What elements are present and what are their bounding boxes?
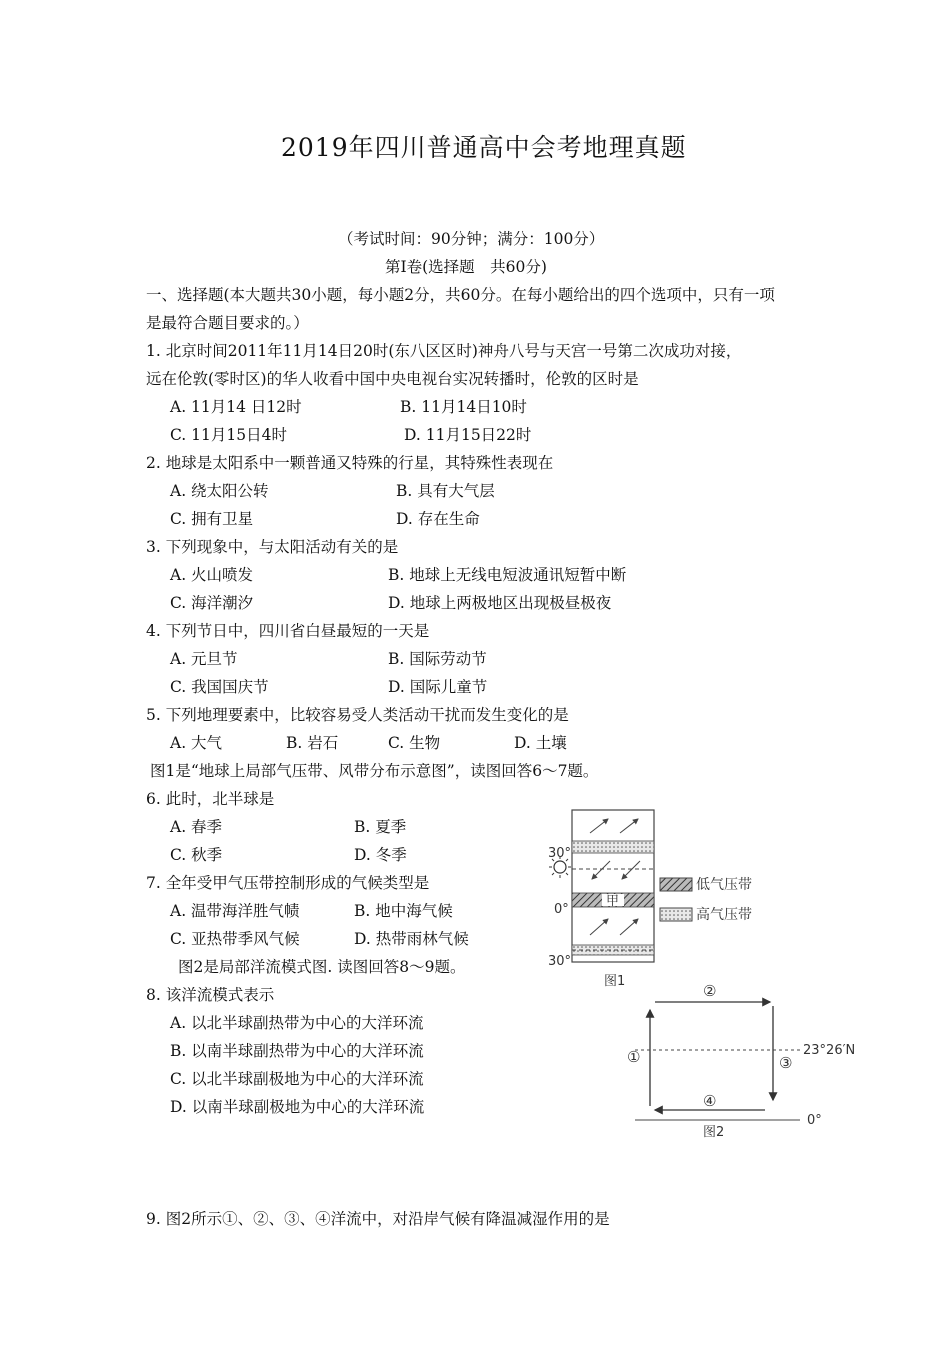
q7-stem: 7. 全年受甲气压带控制形成的气候类型是 <box>146 874 430 892</box>
section-instruction-line2: 是最符合题目要求的。） <box>146 314 309 332</box>
q8-option-d: D. 以南半球副极地为中心的大洋环流 <box>170 1098 425 1116</box>
q1-option-b: B. 11月14日10时 <box>400 398 527 416</box>
q6-stem: 6. 此时，北半球是 <box>146 790 275 808</box>
q6-option-d: D. 冬季 <box>354 846 407 864</box>
figure2-caption: 图2 <box>703 1125 725 1140</box>
q8-option-c: C. 以北半球副极地为中心的大洋环流 <box>170 1070 424 1088</box>
legend-high-swatch <box>660 908 692 921</box>
lat-label-equator: 0° <box>554 902 569 917</box>
q3-option-c: C. 海洋潮汐 <box>170 594 254 612</box>
q5-option-c: C. 生物 <box>388 734 441 752</box>
q7-option-c: C. 亚热带季风气候 <box>170 930 300 948</box>
current-label-2: ② <box>703 982 717 1000</box>
q4-option-a: A. 元旦节 <box>170 650 238 668</box>
q8-option-b: B. 以南半球副热带为中心的大洋环流 <box>170 1042 424 1060</box>
q2-option-c: C. 拥有卫星 <box>170 510 254 528</box>
equator-label: 0° <box>807 1113 822 1128</box>
figure1-intro: 图1是“地球上局部气压带、风带分布示意图”，读图回答6～7题。 <box>150 762 599 780</box>
sun-icon <box>554 861 566 873</box>
current-label-3: ③ <box>779 1054 793 1072</box>
q7-option-d: D. 热带雨林气候 <box>354 930 469 948</box>
legend-high-label: 高气压带 <box>696 907 752 923</box>
q6-option-a: A. 春季 <box>170 818 223 836</box>
page-title: 2019年四川普通高中会考地理真题 <box>281 133 687 162</box>
q4-option-c: C. 我国国庆节 <box>170 678 269 696</box>
q7-option-a: A. 温带海洋胜气帻 <box>170 902 300 920</box>
current-label-4: ④ <box>703 1092 717 1110</box>
figure1-caption: 图1 <box>604 974 626 989</box>
legend-low-swatch <box>660 878 692 891</box>
q3-stem: 3. 下列现象中，与太阳活动有关的是 <box>146 538 399 556</box>
q7-option-b: B. 地中海气候 <box>354 902 453 920</box>
figure1-frame <box>572 810 654 962</box>
q5-option-d: D. 土壤 <box>514 734 567 752</box>
label-jia: 甲 <box>606 894 620 909</box>
lat-label-top: 30° <box>548 846 572 861</box>
section-instruction-line1: 一、选择题(本大题共30小题，每小题2分，共60分。在每小题给出的四个选项中，只有一项 <box>146 286 775 304</box>
q9-stem: 9. 图2所示①、②、③、④洋流中，对沿岸气候有降温减湿作用的是 <box>146 1210 610 1228</box>
q3-option-b: B. 地球上无线电短波通讯短暂中断 <box>388 566 627 584</box>
q4-option-b: B. 国际劳动节 <box>388 650 487 668</box>
high-pressure-band-south <box>572 945 654 955</box>
q3-option-a: A. 火山喷发 <box>170 566 254 584</box>
q1-option-c: C. 11月15日4时 <box>170 426 287 444</box>
legend-low-label: 低气压带 <box>696 877 752 893</box>
q4-stem: 4. 下列节日中，四川省白昼最短的一天是 <box>146 622 430 640</box>
figure2-ocean-current-diagram <box>615 982 860 1142</box>
volume-heading: 第Ⅰ卷(选择题 共60分) <box>385 258 547 276</box>
q3-option-d: D. 地球上两极地区出现极昼极夜 <box>388 594 612 612</box>
exam-info: （考试时间：90分钟；满分：100分） <box>338 230 605 248</box>
q4-option-d: D. 国际儿童节 <box>388 678 488 696</box>
q5-stem: 5. 下列地理要素中，比较容易受人类活动干扰而发生变化的是 <box>146 706 569 724</box>
q1-stem-line1: 1. 北京时间2011年11月14日20时(东八区区时)神舟八号与天宫一号第二次成功对接， <box>146 342 742 360</box>
tropic-label: 23°26′N <box>803 1043 856 1058</box>
lat-label-bottom: 30° <box>548 954 572 969</box>
q2-option-b: B. 具有大气层 <box>396 482 495 500</box>
current-label-1: ① <box>627 1048 641 1066</box>
q1-option-a: A. 11月14 日12时 <box>170 398 302 416</box>
figure1-pressure-wind-diagram <box>540 805 800 990</box>
q5-option-b: B. 岩石 <box>286 734 339 752</box>
q5-option-a: A. 大气 <box>170 734 223 752</box>
q1-option-d: D. 11月15日22时 <box>404 426 532 444</box>
q6-option-c: C. 秋季 <box>170 846 223 864</box>
q6-option-b: B. 夏季 <box>354 818 407 836</box>
q2-stem: 2. 地球是太阳系中一颗普通又特殊的行星，其特殊性表现在 <box>146 454 554 472</box>
q1-stem-line2: 远在伦敦(零时区)的华人收看中国中央电视台实况转播时，伦敦的区时是 <box>146 370 639 388</box>
q2-option-a: A. 绕太阳公转 <box>170 482 269 500</box>
q2-option-d: D. 存在生命 <box>396 510 480 528</box>
high-pressure-band-north <box>572 841 654 853</box>
q8-option-a: A. 以北半球副热带为中心的大洋环流 <box>170 1014 424 1032</box>
figure2-intro: 图2是局部洋流模式图. 读图回答8～9题。 <box>178 958 466 976</box>
q8-stem: 8. 该洋流模式表示 <box>146 986 275 1004</box>
